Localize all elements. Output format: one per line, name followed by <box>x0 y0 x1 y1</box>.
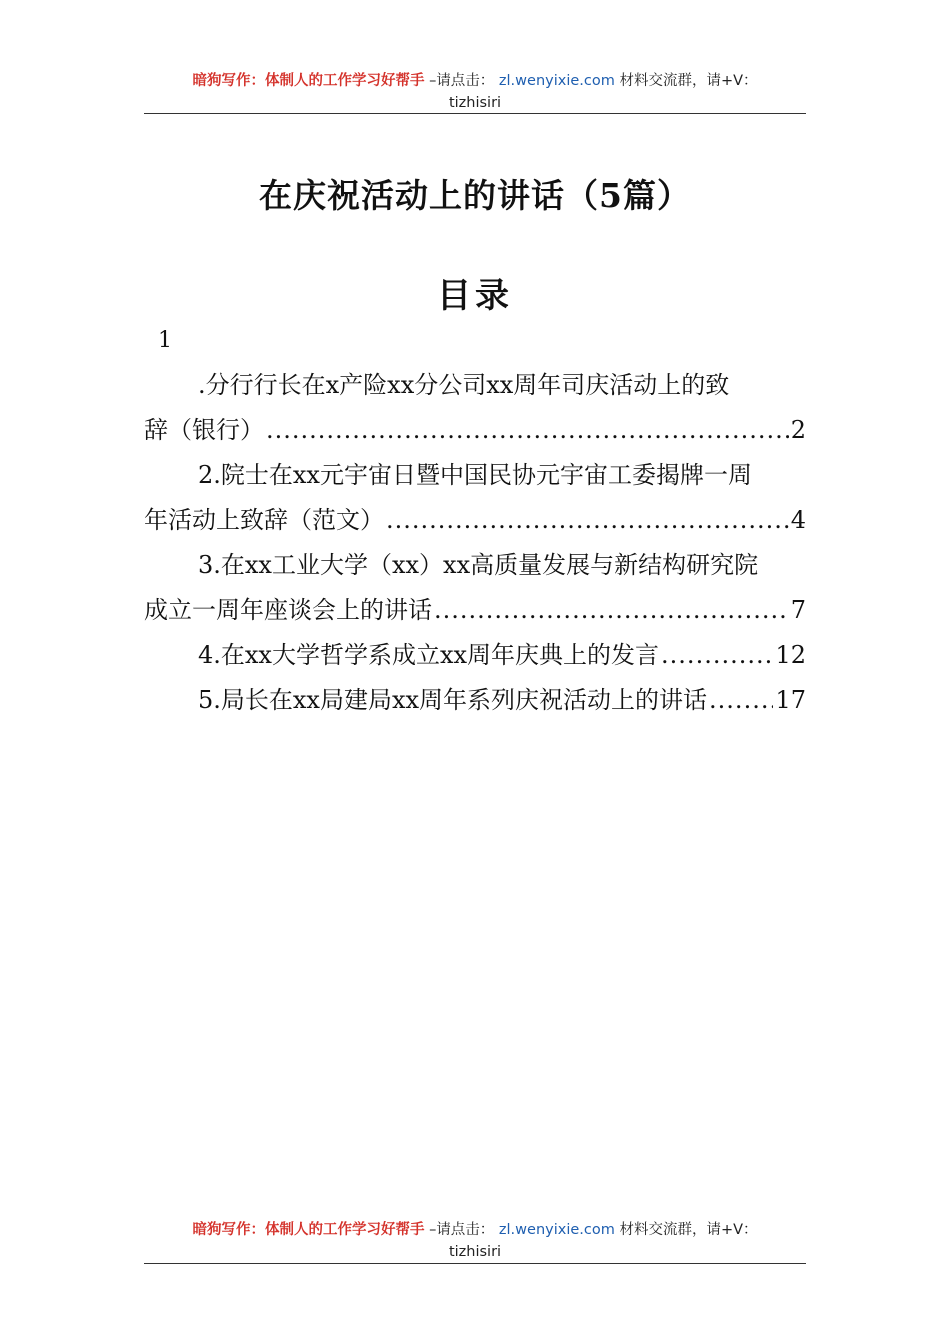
toc-leader <box>266 408 789 453</box>
toc-page-number: 12 <box>775 641 806 669</box>
toc-page-number: 7 <box>790 596 806 624</box>
toc-entry-title-cont: 年活动上致辞（范文） <box>144 506 384 534</box>
header-wechat: tizhisiri <box>448 95 502 111</box>
footer-link[interactable]: zl.wenyixie.com <box>498 1222 615 1238</box>
footer-wechat: tizhisiri <box>448 1244 502 1260</box>
toc-entry-title: .分行行长在x产险xx分公司xx周年司庆活动上的致 <box>198 371 730 399</box>
toc-entry-4[interactable] <box>144 633 806 678</box>
toc-entry-title-cont: 成立一周年座谈会上的讲话 <box>144 596 432 624</box>
footer-after: 材料交流群，请+V： <box>619 1222 758 1238</box>
toc-leader <box>661 633 773 678</box>
toc-entry-title: 3.在xx工业大学（xx）xx高质量发展与新结构研究院 <box>198 551 759 579</box>
toc-heading: 目录 <box>437 276 513 316</box>
toc-page-number: 17 <box>775 686 806 714</box>
toc-leader <box>709 678 773 723</box>
footer-rule <box>144 1263 806 1264</box>
toc-entry-title: 2.院士在xx元宇宙日暨中国民协元宇宙工委揭牌一周 <box>198 461 752 489</box>
toc-entry-2[interactable] <box>144 453 806 543</box>
header-prompt: –请点击： <box>429 73 495 89</box>
header-after: 材料交流群，请+V： <box>619 73 758 89</box>
toc-entry-3[interactable] <box>144 543 806 633</box>
footer-prompt: –请点击： <box>429 1222 495 1238</box>
toc-leader <box>434 588 789 633</box>
header-rule <box>144 113 806 114</box>
toc-entry-1[interactable] <box>144 363 806 453</box>
toc-entry-5[interactable] <box>144 678 806 723</box>
toc-entry-title-cont: 辞（银行） <box>144 416 264 444</box>
toc-leader <box>386 498 789 543</box>
header-brand: 暗狗写作：体制人的工作学习好帮手 <box>192 73 425 89</box>
footer-banner <box>144 1219 806 1263</box>
toc-entry-title: 4.在xx大学哲学系成立xx周年庆典上的发言 <box>198 641 660 669</box>
toc-page-number: 2 <box>790 416 806 444</box>
table-of-contents <box>144 363 806 723</box>
toc-number: 1 <box>158 328 172 353</box>
toc-page-number: 4 <box>790 506 806 534</box>
header-link[interactable]: zl.wenyixie.com <box>498 73 615 89</box>
toc-entry-title: 5.局长在xx局建局xx周年系列庆祝活动上的讲话 <box>198 686 708 714</box>
document-title: 在庆祝活动上的讲话（5篇） <box>259 176 691 215</box>
footer-brand: 暗狗写作：体制人的工作学习好帮手 <box>192 1222 425 1238</box>
header-banner <box>144 70 806 114</box>
